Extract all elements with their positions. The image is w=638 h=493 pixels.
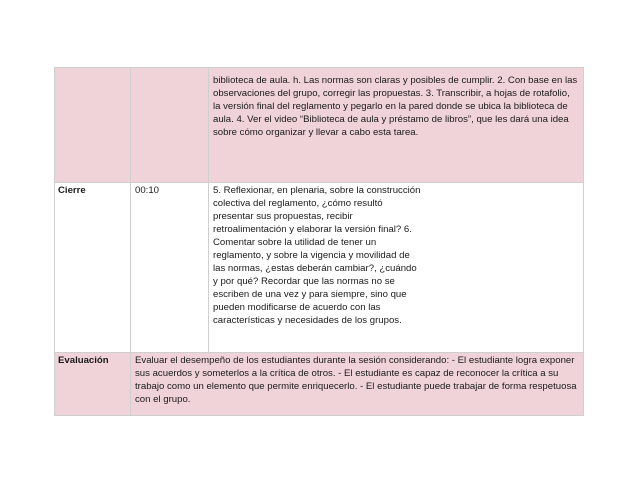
row-text-cell bbox=[209, 68, 584, 183]
row-time bbox=[131, 68, 209, 183]
row-label: Cierre bbox=[55, 183, 131, 353]
row-label bbox=[55, 68, 131, 183]
lesson-plan-table bbox=[54, 67, 584, 416]
activity-text: 5. Reflexionar, en plenaria, sobre la construcción colectiva del reglamento, ¿cómo resultó presentar sus propuestas, recibir retroalimentación y elaborar la versión final? 6. Comentar sobre la utilidad de tener un reglamento, y sobre la vigencia y movilidad de las normas, ¿estas deberán cambiar?, ¿cuándo y por qué? Recordar que las normas no se escriben de una vez y para siempre, sino que pueden modificarse de acuerdo con las características y necesidades de los grupos. bbox=[213, 185, 421, 326]
row-text-cell bbox=[209, 183, 584, 353]
activity-text: biblioteca de aula. h. Las normas son claras y posibles de cumplir. 2. Con base en las observaciones del grupo, corregir las propuestas. 3. Transcribir, a hojas de rotafolio, la versión final del reglamento y pegarlo en la pared donde se ubica la biblioteca de aula. 4. Ver el video “Biblioteca de aula y préstamo de libros”, que les dará una idea sobre cómo organizar y llevar a cabo esta tarea. bbox=[213, 75, 578, 138]
row-time: 00:10 bbox=[131, 183, 209, 353]
row-text-cell bbox=[131, 353, 584, 416]
row-label: Evaluación bbox=[55, 353, 131, 416]
evaluation-text: Evaluar el desempeño de los estudiantes durante la sesión considerando: - El estudiante logra exponer sus acuerdos y someterlos a la crítica de otros. - El estudiante es capaz de reconocer la crítica a su trabajo como un elemento que permite enriquecerlo. - El estudiante puede trabajar de forma respetuosa con el grupo. bbox=[135, 355, 577, 405]
table-row bbox=[55, 353, 584, 416]
table-row bbox=[55, 183, 584, 353]
table-row bbox=[55, 68, 584, 183]
